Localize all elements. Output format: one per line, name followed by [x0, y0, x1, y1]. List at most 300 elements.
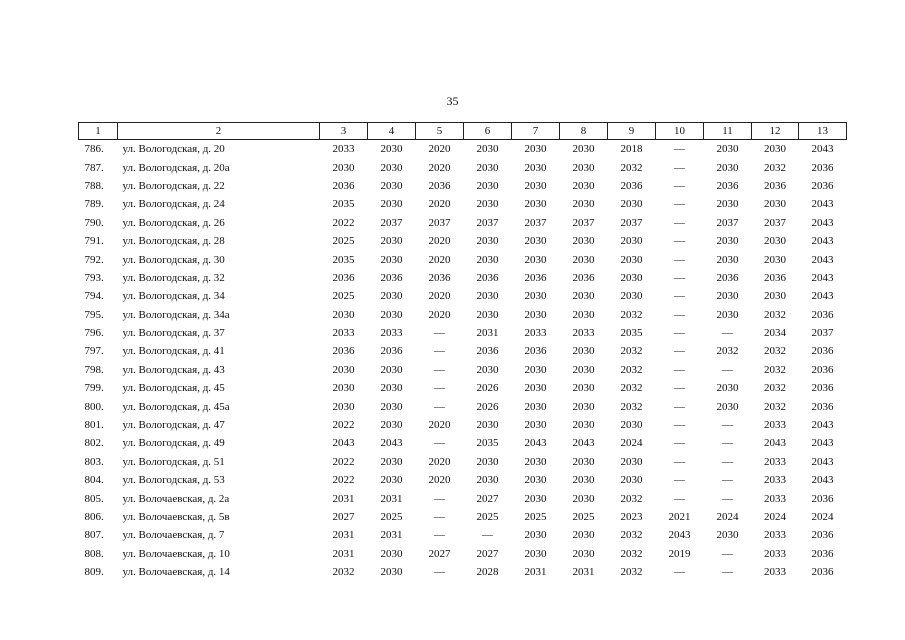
year-cell: 2032	[620, 566, 643, 579]
year-cell: 2035	[332, 253, 355, 266]
year-cell: 2033	[332, 327, 355, 340]
year-cell: —	[674, 455, 685, 468]
year-cell: 2036	[811, 345, 834, 358]
year-cell: 2037	[764, 216, 786, 229]
address-cell: ул. Вологодская, д. 51	[122, 455, 225, 468]
year-cell: 2020	[428, 308, 451, 321]
year-cell: 2030	[716, 161, 739, 174]
year-cell: 2043	[811, 419, 834, 432]
year-cell: —	[722, 363, 733, 376]
year-cell: 2030	[572, 474, 595, 487]
address-cell: ул. Вологодская, д. 34а	[122, 308, 230, 321]
year-cell: 2032	[764, 400, 786, 413]
table-row	[79, 397, 847, 415]
year-cell: 2030	[332, 161, 355, 174]
year-cell: —	[722, 455, 733, 468]
year-cell: 2030	[716, 382, 739, 395]
row-number: 804.	[84, 474, 104, 487]
year-cell: 2030	[572, 382, 595, 395]
year-cell: 2030	[476, 235, 499, 248]
year-cell: 2027	[428, 547, 451, 560]
row-number: 790.	[84, 216, 104, 229]
address-cell: ул. Вологодская, д. 49	[122, 437, 225, 450]
year-cell: 2030	[572, 179, 595, 192]
year-cell: 2030	[380, 419, 403, 432]
year-cell: 2036	[428, 179, 451, 192]
year-cell: 2030	[620, 198, 643, 211]
year-cell: 2026	[476, 382, 499, 395]
year-cell: —	[722, 547, 733, 560]
year-cell: 2032	[620, 308, 643, 321]
year-cell: 2030	[380, 253, 403, 266]
year-cell: 2036	[811, 529, 834, 542]
year-cell: 2036	[811, 161, 834, 174]
year-cell: —	[674, 419, 685, 432]
year-cell: —	[674, 271, 685, 284]
year-cell: 2030	[524, 400, 547, 413]
column-header: 4	[368, 123, 416, 140]
year-cell: —	[674, 308, 685, 321]
year-cell: 2043	[811, 455, 834, 468]
year-cell: 2043	[811, 198, 834, 211]
year-cell: 2030	[380, 400, 403, 413]
row-number: 796.	[84, 327, 104, 340]
year-cell: 2043	[524, 437, 547, 450]
year-cell: 2033	[380, 327, 403, 340]
column-header: 2	[118, 123, 320, 140]
year-cell: 2024	[620, 437, 643, 450]
year-cell: 2030	[764, 143, 786, 156]
year-cell: 2030	[380, 474, 403, 487]
address-cell: ул. Вологодская, д. 24	[122, 198, 225, 211]
year-cell: 2030	[572, 198, 595, 211]
address-cell: ул. Волочаевская, д. 10	[122, 547, 230, 560]
row-number: 806.	[84, 511, 104, 523]
row-number: 789.	[84, 198, 104, 211]
year-cell: 2043	[811, 216, 834, 229]
year-cell: 2036	[476, 345, 499, 358]
year-cell: —	[722, 474, 733, 487]
year-cell: 2043	[811, 290, 834, 303]
year-cell: 2020	[428, 235, 451, 248]
row-number: 798.	[84, 363, 104, 376]
year-cell: 2030	[476, 143, 499, 156]
year-cell: 2020	[428, 474, 451, 487]
table-row	[79, 453, 847, 471]
year-cell: —	[674, 327, 685, 340]
year-cell: 2043	[572, 437, 595, 450]
year-cell: —	[434, 529, 445, 542]
row-number: 797.	[84, 345, 104, 358]
page-number: 35	[446, 94, 459, 108]
year-cell: 2036	[811, 492, 834, 505]
year-cell: 2030	[476, 308, 499, 321]
year-cell: 2023	[620, 511, 643, 523]
column-header: 9	[608, 123, 656, 140]
year-cell: 2022	[332, 455, 355, 468]
year-cell: —	[434, 382, 445, 395]
year-cell: 2030	[524, 492, 547, 505]
address-cell: ул. Волочаевская, д. 14	[122, 566, 230, 579]
column-header: 5	[416, 123, 464, 140]
table-header	[79, 123, 847, 140]
year-cell: 2036	[524, 271, 547, 284]
year-cell: 2031	[332, 547, 355, 560]
column-header: 10	[656, 123, 704, 140]
year-cell: 2024	[811, 511, 834, 523]
year-cell: 2021	[668, 511, 691, 523]
row-number: 794.	[84, 290, 104, 303]
year-cell: 2030	[524, 161, 547, 174]
year-cell: 2028	[476, 566, 499, 579]
year-cell: —	[674, 216, 685, 229]
column-header: 3	[320, 123, 368, 140]
year-cell: 2032	[620, 345, 643, 358]
row-number: 805.	[84, 492, 104, 505]
year-cell: 2037	[572, 216, 595, 229]
year-cell: 2031	[380, 492, 403, 505]
row-number: 787.	[84, 161, 104, 174]
year-cell: 2036	[811, 382, 834, 395]
year-cell: 2030	[380, 235, 403, 248]
year-cell: 2036	[428, 271, 451, 284]
year-cell: 2032	[620, 492, 643, 505]
year-cell: 2030	[380, 308, 403, 321]
address-cell: ул. Вологодская, д. 22	[122, 179, 225, 192]
year-cell: 2030	[572, 419, 595, 432]
year-cell: 2025	[380, 511, 403, 523]
year-cell: 2027	[332, 511, 355, 523]
year-cell: 2033	[764, 492, 786, 505]
year-cell: 2024	[716, 511, 739, 523]
row-number: 807.	[84, 529, 104, 542]
year-cell: 2030	[332, 400, 355, 413]
year-cell: 2032	[620, 363, 643, 376]
year-cell: 2031	[332, 492, 355, 505]
year-cell: 2024	[764, 511, 786, 523]
year-cell: 2030	[716, 143, 739, 156]
table-row	[79, 526, 847, 544]
year-cell: 2037	[380, 216, 403, 229]
address-cell: ул. Волочаевская, д. 7	[122, 529, 225, 542]
address-cell: ул. Вологодская, д. 26	[122, 216, 225, 229]
year-cell: 2030	[572, 308, 595, 321]
year-cell: —	[434, 492, 445, 505]
year-cell: 2030	[524, 290, 547, 303]
year-cell: 2033	[764, 547, 786, 560]
year-cell: 2032	[764, 382, 786, 395]
year-cell: —	[674, 382, 685, 395]
year-cell: 2032	[620, 529, 643, 542]
address-cell: ул. Вологодская, д. 45	[122, 382, 225, 395]
address-cell: ул. Вологодская, д. 43	[122, 363, 225, 376]
year-cell: 2033	[764, 529, 786, 542]
row-number: 800.	[84, 400, 104, 413]
year-cell: 2030	[764, 198, 786, 211]
year-cell: —	[674, 437, 685, 450]
year-cell: 2032	[764, 345, 786, 358]
year-cell: 2031	[572, 566, 595, 579]
year-cell: 2025	[524, 511, 547, 523]
year-cell: 2030	[476, 363, 499, 376]
year-cell: 2037	[811, 327, 834, 340]
year-cell: 2032	[716, 345, 739, 358]
year-cell: 2030	[524, 419, 547, 432]
year-cell: 2022	[332, 474, 355, 487]
table-body	[79, 140, 847, 582]
year-cell: 2036	[764, 179, 786, 192]
year-cell: 2030	[764, 253, 786, 266]
year-cell: 2032	[620, 161, 643, 174]
year-cell: 2036	[811, 308, 834, 321]
year-cell: 2032	[764, 161, 786, 174]
year-cell: 2030	[716, 235, 739, 248]
column-header: 1	[79, 123, 118, 140]
year-cell: 2030	[380, 143, 403, 156]
year-cell: —	[482, 529, 493, 542]
year-cell: 2030	[572, 492, 595, 505]
year-cell: —	[674, 161, 685, 174]
year-cell: 2030	[572, 235, 595, 248]
row-number: 788.	[84, 179, 104, 192]
year-cell: 2030	[380, 198, 403, 211]
year-cell: 2033	[764, 455, 786, 468]
row-number: 792.	[84, 253, 104, 266]
header-row	[79, 123, 847, 140]
year-cell: 2033	[332, 143, 355, 156]
year-cell: 2030	[572, 400, 595, 413]
row-number: 802.	[84, 437, 104, 450]
year-cell: —	[722, 437, 733, 450]
year-cell: 2030	[764, 290, 786, 303]
table-row	[79, 434, 847, 452]
table-row	[79, 416, 847, 434]
year-cell: 2030	[476, 455, 499, 468]
year-cell: 2020	[428, 143, 451, 156]
year-cell: —	[434, 327, 445, 340]
year-cell: 2030	[524, 529, 547, 542]
address-cell: ул. Вологодская, д. 30	[122, 253, 225, 266]
year-cell: 2033	[524, 327, 547, 340]
year-cell: 2025	[332, 290, 355, 303]
table-row	[79, 250, 847, 268]
year-cell: 2030	[620, 455, 643, 468]
year-cell: 2030	[380, 179, 403, 192]
year-cell: —	[674, 143, 685, 156]
year-cell: 2036	[811, 179, 834, 192]
year-cell: —	[674, 345, 685, 358]
address-cell: ул. Вологодская, д. 20а	[122, 161, 230, 174]
year-cell: 2026	[476, 400, 499, 413]
year-cell: 2030	[572, 253, 595, 266]
year-cell: 2030	[620, 235, 643, 248]
year-cell: 2030	[476, 474, 499, 487]
year-cell: —	[722, 327, 733, 340]
year-cell: 2030	[524, 198, 547, 211]
year-cell: —	[434, 345, 445, 358]
year-cell: 2030	[380, 161, 403, 174]
row-number: 793.	[84, 271, 104, 284]
year-cell: 2032	[332, 566, 355, 579]
year-cell: —	[674, 363, 685, 376]
year-cell: 2030	[476, 253, 499, 266]
year-cell: 2020	[428, 198, 451, 211]
year-cell: 2030	[476, 198, 499, 211]
year-cell: 2030	[380, 363, 403, 376]
table-row	[79, 177, 847, 195]
year-cell: 2030	[716, 400, 739, 413]
year-cell: —	[674, 566, 685, 579]
year-cell: 2030	[716, 198, 739, 211]
year-cell: 2025	[572, 511, 595, 523]
year-cell: 2033	[764, 474, 786, 487]
table-row	[79, 379, 847, 397]
year-cell: 2030	[716, 529, 739, 542]
year-cell: 2043	[811, 474, 834, 487]
year-cell: 2030	[524, 474, 547, 487]
year-cell: 2030	[620, 419, 643, 432]
row-number: 803.	[84, 455, 104, 468]
data-table	[78, 122, 847, 581]
year-cell: 2037	[620, 216, 643, 229]
year-cell: 2027	[476, 547, 499, 560]
year-cell: 2030	[572, 161, 595, 174]
year-cell: 2033	[572, 327, 595, 340]
year-cell: 2036	[716, 179, 739, 192]
address-cell: ул. Вологодская, д. 28	[122, 235, 225, 248]
year-cell: 2020	[428, 161, 451, 174]
year-cell: 2030	[620, 290, 643, 303]
year-cell: —	[434, 566, 445, 579]
year-cell: 2043	[380, 437, 403, 450]
year-cell: 2025	[476, 511, 499, 523]
year-cell: 2030	[524, 179, 547, 192]
address-cell: ул. Волочаевская, д. 2а	[122, 492, 230, 505]
year-cell: 2030	[572, 290, 595, 303]
year-cell: 2036	[811, 566, 834, 579]
year-cell: 2031	[476, 327, 499, 340]
year-cell: 2030	[524, 382, 547, 395]
year-cell: 2030	[332, 382, 355, 395]
row-number: 786.	[84, 143, 104, 156]
year-cell: —	[674, 253, 685, 266]
column-header: 12	[752, 123, 799, 140]
year-cell: 2036	[716, 271, 739, 284]
address-cell: ул. Вологодская, д. 34	[122, 290, 225, 303]
year-cell: —	[674, 290, 685, 303]
row-number: 799.	[84, 382, 104, 395]
year-cell: —	[722, 492, 733, 505]
year-cell: 2036	[524, 345, 547, 358]
table-row	[79, 545, 847, 563]
year-cell: 2043	[811, 143, 834, 156]
year-cell: 2037	[476, 216, 499, 229]
year-cell: 2030	[380, 566, 403, 579]
table-row	[79, 489, 847, 507]
year-cell: 2030	[524, 308, 547, 321]
year-cell: 2025	[332, 235, 355, 248]
year-cell: 2030	[716, 253, 739, 266]
year-cell: 2030	[332, 308, 355, 321]
year-cell: 2030	[380, 547, 403, 560]
row-number: 791.	[84, 235, 104, 248]
year-cell: 2030	[716, 308, 739, 321]
year-cell: —	[674, 179, 685, 192]
year-cell: 2032	[764, 308, 786, 321]
table-row	[79, 471, 847, 489]
table-row	[79, 563, 847, 581]
year-cell: 2030	[572, 529, 595, 542]
year-cell: 2020	[428, 419, 451, 432]
year-cell: 2019	[668, 547, 691, 560]
year-cell: 2030	[380, 290, 403, 303]
year-cell: 2031	[524, 566, 547, 579]
year-cell: 2037	[428, 216, 451, 229]
year-cell: —	[434, 511, 445, 523]
year-cell: 2027	[476, 492, 499, 505]
table-row	[79, 158, 847, 176]
year-cell: 2031	[380, 529, 403, 542]
table-row	[79, 324, 847, 342]
table-row	[79, 508, 847, 526]
row-number: 808.	[84, 547, 104, 560]
address-cell: ул. Волочаевская, д. 5в	[122, 511, 230, 523]
column-header: 7	[512, 123, 560, 140]
year-cell: 2035	[476, 437, 499, 450]
year-cell: 2036	[620, 179, 643, 192]
year-cell: 2030	[572, 143, 595, 156]
table-row	[79, 306, 847, 324]
row-number: 801.	[84, 419, 104, 432]
year-cell: 2030	[476, 290, 499, 303]
year-cell: —	[434, 400, 445, 413]
year-cell: 2030	[716, 290, 739, 303]
year-cell: 2030	[380, 382, 403, 395]
year-cell: 2030	[620, 474, 643, 487]
year-cell: —	[674, 235, 685, 248]
year-cell: 2043	[811, 235, 834, 248]
table-row	[79, 342, 847, 360]
year-cell: 2030	[476, 161, 499, 174]
year-cell: 2036	[332, 271, 355, 284]
year-cell: 2030	[332, 363, 355, 376]
year-cell: 2030	[524, 235, 547, 248]
year-cell: 2022	[332, 216, 355, 229]
year-cell: 2043	[811, 253, 834, 266]
year-cell: 2036	[811, 547, 834, 560]
year-cell: 2032	[620, 547, 643, 560]
year-cell: 2036	[764, 271, 786, 284]
table-row	[79, 269, 847, 287]
year-cell: 2030	[572, 455, 595, 468]
year-cell: 2031	[332, 529, 355, 542]
column-header: 8	[560, 123, 608, 140]
year-cell: 2036	[380, 345, 403, 358]
year-cell: —	[434, 363, 445, 376]
year-cell: 2020	[428, 290, 451, 303]
year-cell: 2030	[620, 253, 643, 266]
year-cell: 2020	[428, 253, 451, 266]
year-cell: 2030	[380, 455, 403, 468]
year-cell: —	[722, 419, 733, 432]
year-cell: 2033	[764, 566, 786, 579]
year-cell: —	[674, 492, 685, 505]
year-cell: 2030	[764, 235, 786, 248]
year-cell: 2036	[811, 363, 834, 376]
year-cell: 2035	[332, 198, 355, 211]
address-cell: ул. Вологодская, д. 53	[122, 474, 225, 487]
year-cell: 2030	[476, 419, 499, 432]
